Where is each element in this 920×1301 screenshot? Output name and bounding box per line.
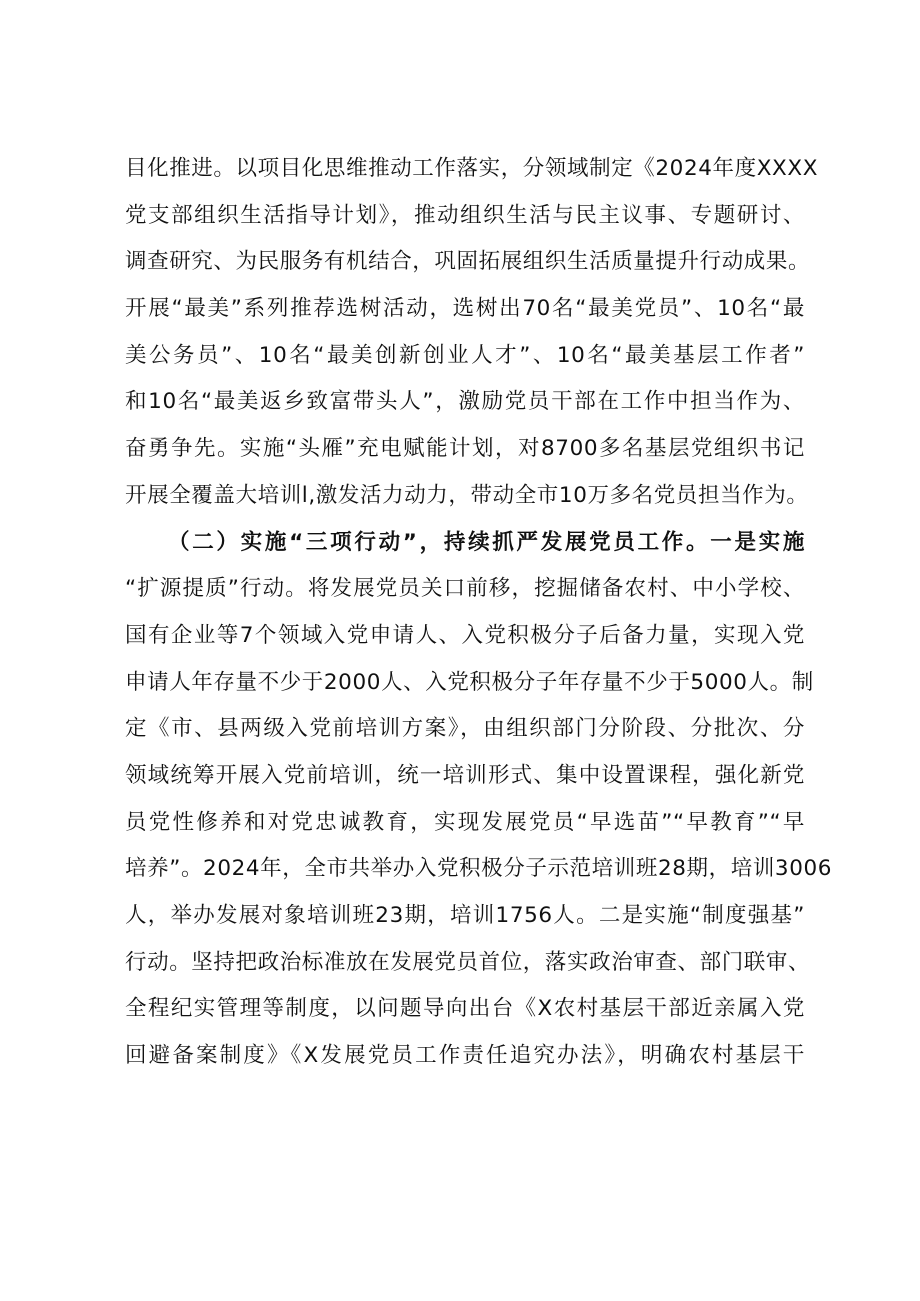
text-line: 党支部组织生活指导计划》，推动组织生活与民主议事、专题研讨、 — [125, 202, 805, 228]
text-line: 调查研究、为民服务有机结合，巩固拓展组织生活质量提升行动成果。 — [125, 249, 811, 275]
text-line: 员党性修养和对党忠诚教育，实现发展党员“早选苗”“早教育”“早 — [125, 809, 805, 835]
text-line: 和10名“最美返乡致富带头人”，激励党员干部在工作中担当作为、 — [125, 389, 805, 415]
text-line: 美公务员”、10名“最美创新创业人才”、10名“最美基层工作者” — [125, 342, 805, 368]
text-line: 奋勇争先。实施“头雁”充电赋能计划，对8700多名基层党组织书记 — [125, 436, 805, 462]
text-line: 领域统筹开展入党前培训，统一培训形式、集中设置课程，强化新党 — [125, 762, 805, 788]
section-heading: （二）实施“三项行动”，持续抓严发展党员工作。一是实施 — [168, 529, 805, 555]
body-text — [125, 146, 833, 1080]
text-line: 全程纪实管理等制度，以问题导向出台《X农村基层干部近亲属入党 — [125, 996, 805, 1022]
text-line: 目化推进。以项目化思维推动工作落实，分领域制定《2024年度XXXX — [125, 156, 819, 181]
text-line: “扩源提质”行动。将发展党员关口前移，挖掘储备农村、中小学校、 — [125, 576, 805, 602]
text-line: 定《市、县两级入党前培训方案》，由组织部门分阶段、分批次、分 — [125, 716, 805, 742]
text-line: 申请人年存量不少于2000人、入党积极分子年存量不少于5000人。制 — [125, 669, 814, 695]
text-line: 开展全覆盖大培训l,激发活力动力，带动全市10万多名党员担当作为。 — [125, 482, 809, 508]
text-line: 培养”。2024年，全市共举办入党积极分子示范培训班28期，培训3006 — [125, 856, 833, 882]
text-line: 人，举办发展对象培训班23期，培训1756人。二是实施“制度强基” — [125, 903, 805, 928]
text-line: 开展“最美”系列推荐选树活动，选树出70名“最美党员”、10名“最 — [125, 296, 805, 322]
text-line: 行动。坚持把政治标准放在发展党员首位，落实政治审查、部门联审、 — [125, 949, 811, 975]
text-line: 国有企业等7个领域入党申请人、入党积极分子后备力量，实现入党 — [125, 622, 805, 648]
text-line: 回避备案制度》《X发展党员工作责任追究办法》，明确农村基层干 — [125, 1043, 805, 1069]
